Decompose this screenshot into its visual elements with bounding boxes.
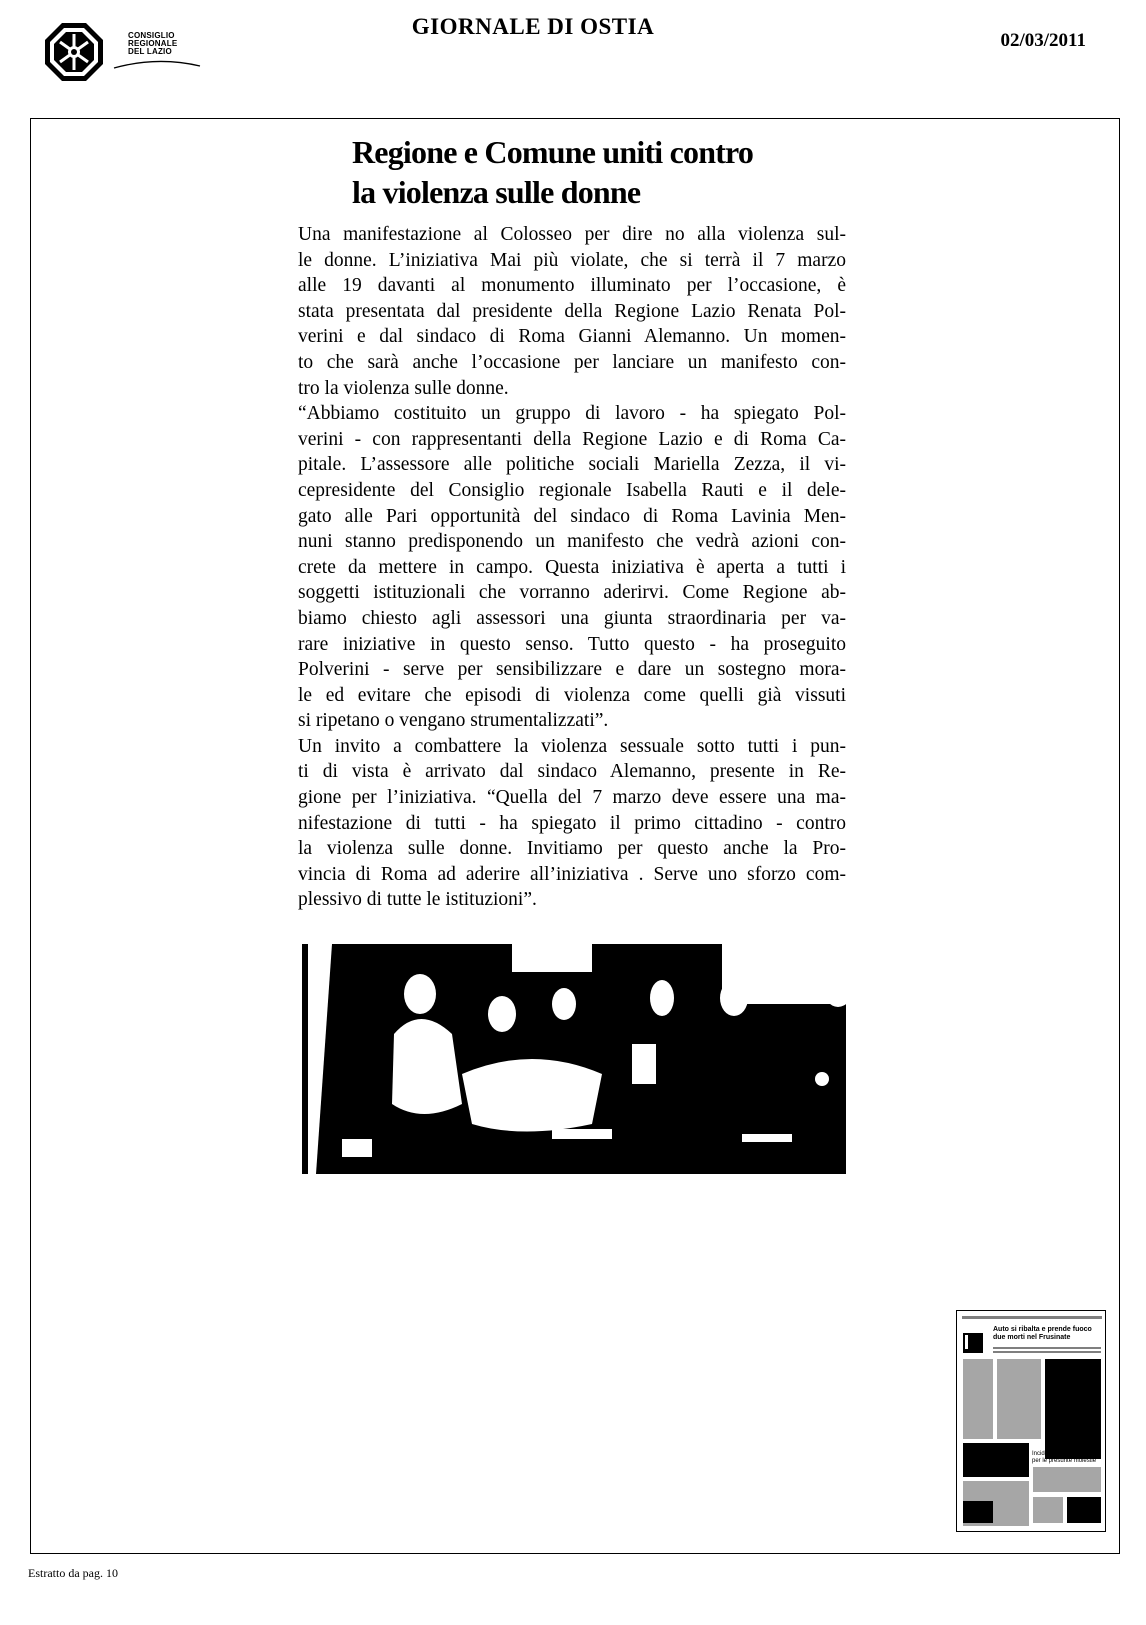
article-headline: [352, 132, 812, 212]
article-photo: [302, 924, 846, 1174]
body-line: verini e dal sindaco di Roma Gianni Alemanno. Un momen-: [298, 326, 846, 348]
logo-swoosh: [112, 58, 202, 70]
body-line: verini - con rappresentanti della Regione Lazio e di Roma Ca-: [298, 428, 846, 450]
body-line: rare iniziative in questo senso. Tutto questo - ha proseguito: [298, 633, 846, 655]
thumbnail-headline-line: Auto si ribalta e prende fuoco: [993, 1326, 1092, 1333]
body-line: crete da mettere in campo. Questa iniziativa è aperta a tutti i: [298, 556, 846, 578]
logo-line: CONSIGLIO: [128, 31, 175, 40]
headline-line: la violenza sulle donne: [352, 174, 641, 210]
thumbnail-sub-line: per le presunte molestie: [1032, 1458, 1097, 1464]
body-line: Una manifestazione al Colosseo per dire no alla violenza sul-: [298, 224, 846, 245]
page-thumbnail: [956, 1310, 1106, 1532]
body-line: pitale. L’assessore alle politiche sociali Mariella Zezza, il vi-: [298, 454, 846, 476]
extract-note: Estratto da pag. 10: [28, 1566, 118, 1580]
newspaper-name: GIORNALE DI OSTIA: [411, 14, 655, 39]
body-line: biamo chiesto agli assessori una giunta straordinaria per va-: [298, 607, 846, 629]
body-line: “Abbiamo costituito un gruppo di lavoro - ha spiegato Pol-: [298, 403, 846, 425]
thumbnail-layout: [957, 1311, 1106, 1532]
publication-date: 02/03/2011: [1000, 30, 1086, 51]
body-line: le ed evitare che episodi di violenza come quelli già vissuti: [298, 684, 846, 706]
thumbnail-headline: [993, 1326, 1103, 1342]
body-line: Polverini - serve per sensibilizzare e dare un sostegno mora-: [298, 659, 846, 681]
thumbnail-headline-line: due morti nel Frusinate: [993, 1334, 1071, 1341]
body-line: gato alle Pari opportunità del sindaco di Roma Lavinia Men-: [298, 505, 846, 527]
body-line: nuni stanno predisponendo un manifesto che vedrà azioni con-: [298, 531, 846, 553]
body-line: nifestazione di tutti - ha spiegato il primo cittadino - contro: [298, 812, 846, 834]
thumbnail-sub-line: Incidente probatorio: [1032, 1451, 1086, 1457]
body-line: Un invito a combattere la violenza sessuale sotto tutti i pun-: [298, 735, 846, 757]
body-line: la violenza sulle donne. Invitiamo per questo anche la Pro-: [298, 838, 846, 860]
body-line: le donne. L’iniziativa Mai più violate, che si terrà il 7 marzo: [298, 249, 846, 271]
body-line: alle 19 davanti al monumento illuminato per l’occasione, è: [298, 275, 846, 297]
body-line: tro la violenza sulle donne.: [298, 377, 509, 399]
body-line: ti di vista è arrivato dal sindaco Alemanno, presente in Re-: [298, 761, 846, 783]
body-line: si ripetano o vengano strumentalizzati”.: [298, 710, 609, 732]
body-line: vincia di Roma ad aderire all’iniziativa . Serve uno sforzo com-: [298, 863, 846, 885]
body-line: gione per l’iniziativa. “Quella del 7 marzo deve essere una ma-: [298, 787, 846, 809]
thumbnail-subheadline: [1032, 1451, 1102, 1465]
logo-line: REGIONALE: [128, 39, 178, 48]
body-line: stata presentata dal presidente della Regione Lazio Renata Pol-: [298, 300, 846, 322]
body-line: soggetti istituzionali che vorranno aderirvi. Come Regione ab-: [298, 582, 846, 604]
body-line: cepresidente del Consiglio regionale Isabella Rauti e il dele-: [298, 479, 846, 501]
headline-line: Regione e Comune uniti contro: [352, 134, 754, 170]
body-line: plessivo di tutte le istituzioni”.: [298, 889, 537, 911]
logo-line: DEL LAZIO: [128, 47, 172, 56]
body-line: to che sarà anche l’occasione per lanciare un manifesto con-: [298, 351, 846, 373]
article-body: [298, 222, 846, 913]
